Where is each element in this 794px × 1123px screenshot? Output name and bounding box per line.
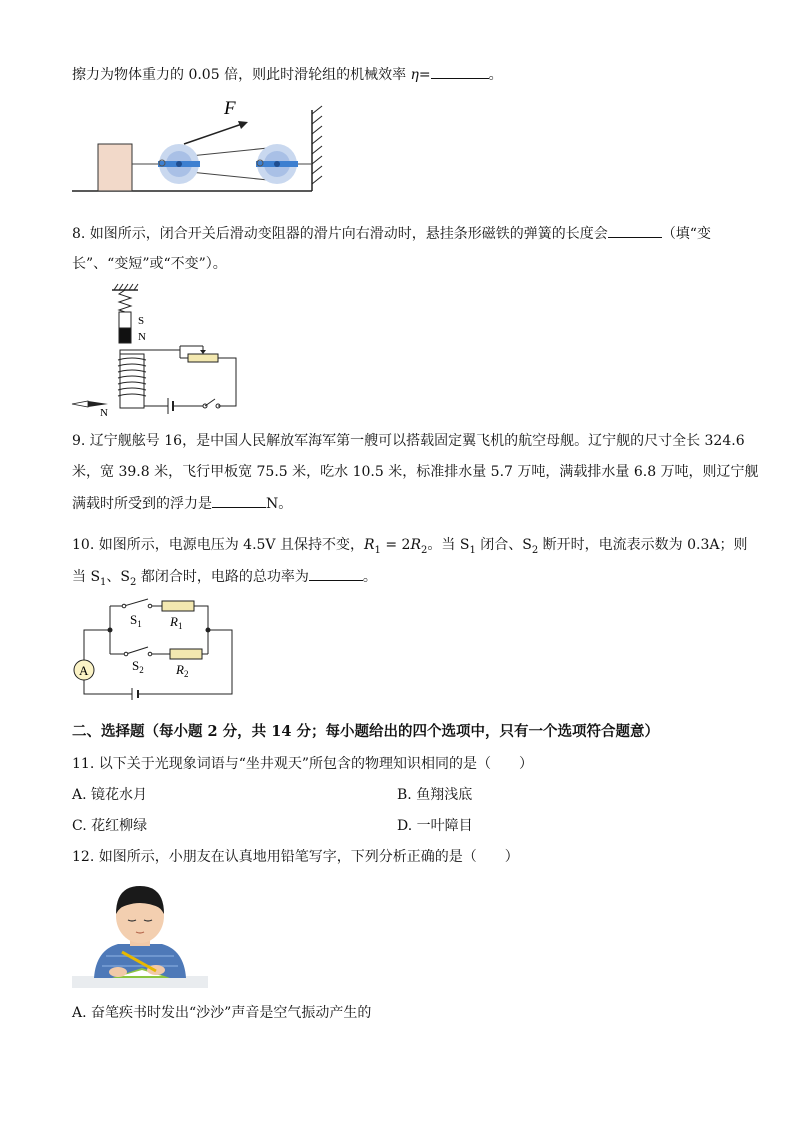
- fixed-pulley: [256, 144, 298, 184]
- q8-text1: 8. 如图所示，闭合开关后滑动变阻器的滑片向右滑动时，悬挂条形磁铁的弹簧的长度会: [72, 226, 608, 242]
- q7-tail-text: 擦力为物体重力的 0.05 倍，则此时滑轮组的机械效率: [72, 67, 411, 83]
- circuit-figure: [70, 596, 238, 700]
- q8-text2: 长”、“变短”或“不变”）。: [72, 256, 227, 272]
- r1-label: R: [170, 614, 178, 629]
- q10-eq: = 2: [380, 537, 411, 553]
- q10-l2-end: 。: [362, 569, 377, 585]
- svg-text:R2: [175, 662, 188, 679]
- q8-text1-end: （填“变: [661, 226, 711, 242]
- q9-line2: [72, 462, 759, 482]
- s2-sub: 2: [139, 665, 144, 675]
- q8-line2: [72, 254, 227, 274]
- magnet-n-label: N: [138, 331, 146, 343]
- q10-end: 断开时，电流表示数为 0.3A；则: [538, 537, 748, 553]
- q8-answer-blank[interactable]: [608, 223, 662, 238]
- q7-tail-line: [72, 64, 503, 85]
- compass-n-label: N: [100, 407, 108, 419]
- force-label: F: [224, 98, 236, 119]
- section-2-heading: 二、选择题（每小题 2 分，共 14 分；每小题给出的四个选项中，只有一个选项符合题意）: [72, 723, 659, 740]
- q11-option-b[interactable]: B. 鱼翔浅底: [397, 787, 473, 803]
- q10-line2: [72, 566, 377, 593]
- q10-s1-sub: 1: [469, 544, 476, 556]
- q11-stem: 11. 以下关于光现象词语与“坐井观天”所包含的物理知识相同的是（ ）: [72, 756, 534, 772]
- r2-sub: 2: [183, 669, 189, 679]
- svg-text:S1: [130, 612, 142, 629]
- q9-text2: 米，宽 39.8 米，飞行甲板宽 75.5 米，吃水 10.5 米，标准排水量 5.7 万吨，满载排水量 6.8 万吨，则辽宁舰: [72, 464, 759, 480]
- electromagnet-figure: [72, 284, 242, 419]
- spring: [119, 290, 131, 312]
- movable-pulley: [158, 144, 200, 184]
- q8-line1: [72, 223, 711, 244]
- q9-text3-end: N。: [266, 496, 293, 512]
- r1-sub: 1: [177, 621, 183, 631]
- q10-s2-sub: 2: [531, 544, 539, 556]
- q9-text3: 满载时所受到的浮力是: [72, 496, 212, 512]
- q9-text1: 9. 辽宁舰舷号 16，是中国人民解放军海军第一艘可以搭载固定翼飞机的航空母舰。辽宁舰的尺寸全长 324.6: [72, 433, 745, 449]
- q9-answer-blank[interactable]: [212, 493, 266, 508]
- svg-text:S2: [132, 658, 144, 675]
- s1-label: S: [130, 612, 138, 627]
- q10-line1: [72, 535, 748, 561]
- q7-end: 。: [488, 67, 503, 83]
- q10-r1: R: [364, 537, 375, 553]
- eta-symbol: η: [410, 67, 419, 83]
- q10-l2-s2: 2: [130, 576, 137, 588]
- child-writing-image: [72, 880, 208, 988]
- q10-r2: R: [410, 537, 422, 553]
- q10-answer-blank[interactable]: [309, 566, 363, 581]
- block: [98, 144, 132, 191]
- r2-label: R: [176, 662, 184, 677]
- ammeter-label: A: [79, 663, 89, 678]
- q10-l2-mid: 、S: [106, 569, 131, 585]
- s2-label: S: [132, 658, 140, 673]
- q11-option-a[interactable]: A. 镜花水月: [72, 787, 148, 803]
- eq-sign: =: [418, 67, 431, 83]
- q10-r2-sub: 2: [421, 544, 428, 556]
- q10-r1-sub: 1: [374, 544, 381, 556]
- pulley-figure: [72, 96, 328, 196]
- magnet-s-label: S: [138, 315, 145, 327]
- q7-answer-blank[interactable]: [431, 64, 489, 79]
- q12-stem: 12. 如图所示，小朋友在认真地用铅笔写字，下列分析正确的是（ ）: [72, 849, 519, 865]
- q10-mid2: 闭合、S: [475, 537, 532, 553]
- q9-line3: [72, 493, 292, 514]
- svg-text:R1: [169, 614, 182, 631]
- q10-text1: 10. 如图所示，电源电压为 4.5V 且保持不变，: [72, 537, 364, 553]
- q9-line1: [72, 431, 745, 451]
- q10-text2: 当 S: [72, 569, 101, 585]
- q12-option-a[interactable]: A. 奋笔疾书时发出“沙沙”声音是空气振动产生的: [72, 1005, 372, 1021]
- s1-sub: 1: [137, 619, 142, 629]
- q10-l2-s1: 1: [100, 576, 107, 588]
- q10-l2-mid2: 都闭合时，电路的总功率为: [136, 569, 309, 585]
- q10-mid: 。当 S: [427, 537, 470, 553]
- q11-option-c[interactable]: C. 花红柳绿: [72, 818, 148, 834]
- q11-option-d[interactable]: D. 一叶障目: [397, 818, 473, 834]
